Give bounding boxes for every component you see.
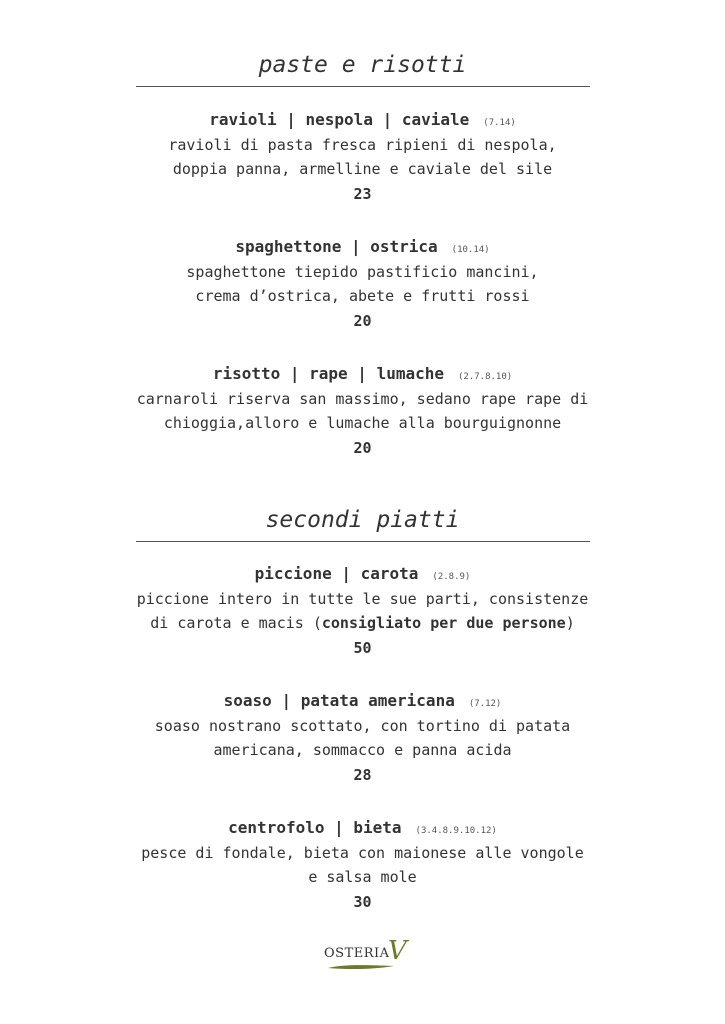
dish-description: soaso nostrano scottato, con tortino di patata americana, sommacco e panna acida xyxy=(154,717,571,759)
dish-price: 20 xyxy=(353,439,372,457)
dish-name: risotto | rape | lumache (2.7.8.10) xyxy=(212,364,513,383)
dish-price: 50 xyxy=(353,639,372,657)
dish-description: pesce di fondale, bieta con maionese alle vongole e salsa mole xyxy=(141,844,584,886)
dish-price: 30 xyxy=(353,893,372,911)
dish-name: piccione | carota (2.8.9) xyxy=(254,564,471,583)
dish-description: spaghettone tiepido pastificio mancini, crema d’ostrica, abete e frutti rossi xyxy=(186,263,539,305)
section-divider xyxy=(136,541,590,542)
allergen-codes: (2.8.9) xyxy=(432,572,471,582)
dish-name: centrofolo | bieta (3.4.8.9.10.12) xyxy=(228,818,497,837)
allergen-codes: (10.14) xyxy=(451,245,490,255)
dish-description: ravioli di pasta fresca ripieni di nespola, doppia panna, armelline e caviale del sile xyxy=(168,136,557,178)
section-divider xyxy=(136,86,590,87)
section-title-paste-e-risotti: paste e risotti xyxy=(258,52,467,78)
section-title-secondi-piatti: secondi piatti xyxy=(265,507,460,533)
logo-wordmark: OSTERIA xyxy=(324,946,390,961)
allergen-codes: (3.4.8.9.10.12) xyxy=(415,826,497,836)
dish-price: 20 xyxy=(353,312,372,330)
brush-stroke-icon xyxy=(326,962,396,972)
dish-description: carnaroli riserva san massimo, sedano rape rape di chioggia,alloro e lumache alla bourguignonne xyxy=(136,390,589,432)
menu-item-piccione xyxy=(0,563,725,660)
allergen-codes: (7.12) xyxy=(468,699,502,709)
menu-item-spaghettone xyxy=(0,236,725,333)
dish-price: 23 xyxy=(353,185,372,203)
menu-item-risotto xyxy=(0,363,725,460)
menu-item-centrofolo xyxy=(0,817,725,914)
dish-description: piccione intero in tutte le sue parti, consistenze di carota e macis (consigliato per due persone) xyxy=(136,590,589,632)
logo-v-mark: V xyxy=(388,936,407,966)
dish-name: ravioli | nespola | caviale (7.14) xyxy=(209,110,516,129)
osteria-logo xyxy=(318,934,410,976)
allergen-codes: (7.14) xyxy=(483,118,516,128)
recommendation-note: consigliato per due persone xyxy=(321,614,566,632)
dish-price: 28 xyxy=(353,766,372,784)
dish-name: spaghettone | ostrica (10.14) xyxy=(235,237,490,256)
menu-item-ravioli xyxy=(0,109,725,206)
allergen-codes: (2.7.8.10) xyxy=(458,372,513,382)
menu-item-soaso xyxy=(0,690,725,787)
dish-name: soaso | patata americana (7.12) xyxy=(223,691,502,710)
